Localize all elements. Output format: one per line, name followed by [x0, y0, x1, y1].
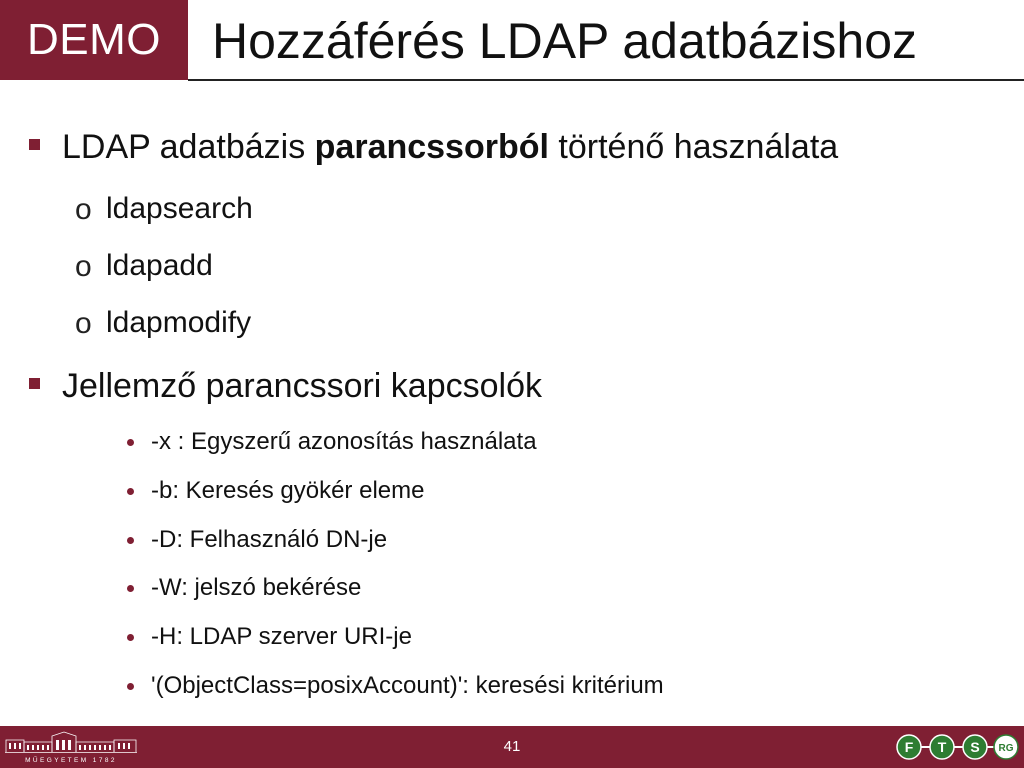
- ftsrg-letter-f: F: [904, 739, 914, 755]
- sub-bullet-text: -H: LDAP szerver URI-je: [151, 623, 412, 650]
- ftsrg-letter-rg: RG: [998, 743, 1014, 754]
- sub-bullet-item: [75, 248, 213, 284]
- sub-bullet-text: -x : Egyszerű azonosítás használata: [151, 428, 537, 455]
- circle-bullet-icon: o: [75, 250, 92, 283]
- bullet-item: [62, 127, 838, 167]
- sub-bullet-item: [151, 476, 424, 506]
- bullet-text: történő használata: [548, 128, 839, 166]
- sub-bullet-item: [75, 191, 253, 227]
- ftsrg-logo: [896, 732, 1020, 762]
- dot-bullet-icon: [127, 634, 134, 641]
- dot-bullet-icon: [127, 439, 134, 446]
- sub-bullet-text: -b: Keresés gyökér eleme: [151, 477, 425, 504]
- sub-bullet-item: [151, 573, 361, 603]
- dot-bullet-icon: [127, 488, 134, 495]
- sub-bullet-text: ldapsearch: [106, 192, 253, 225]
- slide-title: Hozzáférés LDAP adatbázishoz: [212, 13, 918, 69]
- sub-bullet-text: ldapadd: [106, 249, 213, 282]
- ftsrg-letter-t: T: [937, 739, 947, 755]
- sub-bullet-item: [151, 525, 387, 555]
- sub-bullet-text: -W: jelszó bekérése: [151, 574, 362, 601]
- dot-bullet-icon: [127, 585, 134, 592]
- title-divider: [188, 79, 1024, 81]
- bullet-text: Jellemző parancssori kapcsolók: [62, 367, 542, 405]
- sub-bullet-item: [151, 622, 412, 652]
- square-bullet-icon: [29, 378, 40, 389]
- circle-bullet-icon: o: [75, 307, 92, 340]
- bullet-item: [62, 366, 542, 406]
- sub-bullet-text: -D: Felhasználó DN-je: [151, 526, 388, 553]
- sub-bullet-item: [151, 671, 664, 701]
- ftsrg-letter-s: S: [970, 739, 980, 755]
- circle-bullet-icon: o: [75, 193, 92, 226]
- dot-bullet-icon: [127, 537, 134, 544]
- sub-bullet-item: [151, 427, 537, 457]
- sub-bullet-text: ldapmodify: [106, 306, 252, 339]
- square-bullet-icon: [29, 139, 40, 150]
- sub-bullet-text: '(ObjectClass=posixAccount)': keresési kritérium: [151, 672, 664, 699]
- page-number: 41: [503, 738, 521, 755]
- bullet-text: LDAP adatbázis: [62, 128, 315, 166]
- demo-badge-label: DEMO: [27, 15, 161, 64]
- bullet-text-bold: parancssorból: [314, 128, 549, 166]
- sub-bullet-item: [75, 305, 252, 341]
- dot-bullet-icon: [127, 683, 134, 690]
- slide-footer: [0, 726, 1024, 768]
- demo-badge: [0, 0, 188, 80]
- bme-logo-caption: MŰEGYETEM 1782: [25, 757, 117, 764]
